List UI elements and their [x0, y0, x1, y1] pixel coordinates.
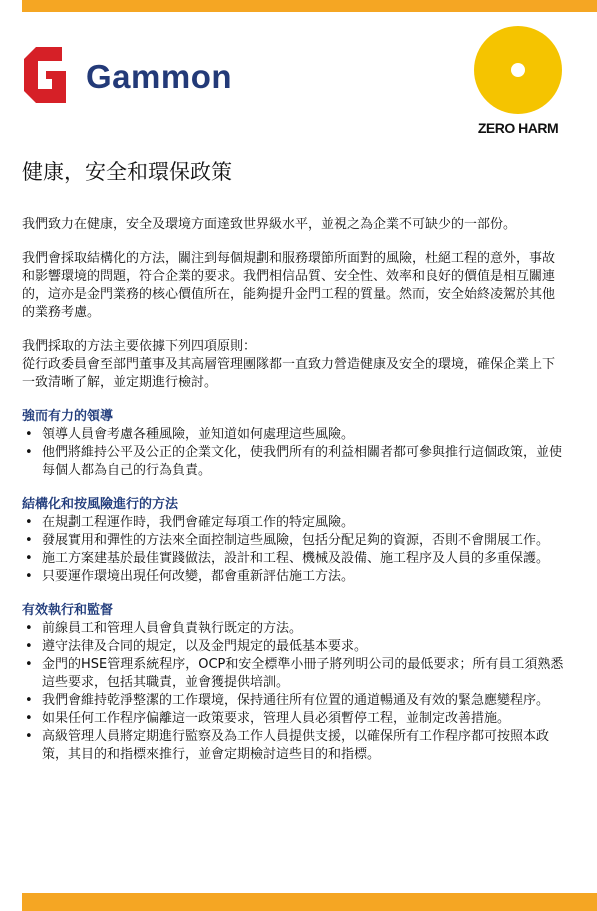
bullet-icon: • [25, 729, 33, 744]
brand-name: Gammon [86, 58, 233, 95]
page-title: 健康，安全和環保政策 [22, 160, 232, 184]
bullet-list [22, 426, 567, 480]
bottom-accent-bar [22, 893, 597, 911]
list-item: • 高級管理人員將定期進行監察及為工作人員提供支援，以確保所有工作程序都可按照本政策，其目的和指標來推行，並會定期檢討這些目的和指標。 [25, 729, 550, 762]
bullet-icon: • [25, 657, 33, 672]
section-risk-approach [22, 496, 567, 586]
section-heading: 強而有力的領導 [22, 409, 114, 424]
list-item: • 在規劃工程運作時，我們會確定每項工作的特定風險。 [25, 515, 355, 530]
section-heading: 結構化和按風險進行的方法 [22, 497, 179, 512]
bullet-list [22, 620, 567, 764]
bullet-icon: • [25, 711, 33, 726]
principles-text: 從行政委員會至部門董事及其高層管理團隊都一直致力營造健康及安全的環境，確保企業上下一致清晰了解，並定期進行檢討。 [22, 357, 556, 390]
zero-harm-dot [511, 63, 525, 77]
list-item: • 領導人員會考慮各種風險，並知道如何處理這些風險。 [25, 427, 355, 442]
bullet-icon: • [25, 445, 33, 460]
section-execution [22, 602, 567, 764]
bullet-icon: • [25, 533, 33, 548]
list-item: • 我們會維持乾淨整潔的工作環境，保持通往所有位置的通道暢通及有效的緊急應變程序。 [25, 693, 550, 708]
policy-body [22, 216, 567, 780]
bullet-icon: • [25, 639, 33, 654]
list-item: • 施工方案建基於最佳實踐做法，設計和工程、機械及設備、施工程序及人員的多重保護。 [25, 551, 550, 566]
principles-lead: 我們採取的方法主要依據下列四項原則： [22, 339, 257, 354]
section-leadership [22, 408, 567, 480]
top-accent-bar [22, 0, 597, 12]
bullet-list [22, 514, 567, 586]
zero-harm-label: ZERO HARM [477, 120, 559, 136]
bullet-icon: • [25, 693, 33, 708]
gammon-logo [22, 45, 252, 105]
section-heading: 有效執行和監督 [22, 603, 114, 618]
principles-paragraph [22, 338, 567, 392]
list-item: • 前線員工和管理人員會負責執行既定的方法。 [25, 621, 303, 636]
bullet-icon: • [25, 551, 33, 566]
bullet-icon: • [25, 569, 33, 584]
list-item: • 只要運作環境出現任何改變，都會重新評估施工方法。 [25, 569, 355, 584]
approach-paragraph: 我們會採取結構化的方法，關注到每個規劃和服務環節所面對的風險，杜絕工程的意外，事故和影響環境的問題，符合企業的要求。我們相信品質、安全性、效率和良好的價值是相互關連的，這亦是金門業務的核心價值所在，能夠提升金門工程的質量。然而，安全始終凌駕於其他的業務考慮。 [22, 251, 556, 320]
zero-harm-badge-icon [474, 26, 562, 114]
list-item: • 遵守法律及合同的規定，以及金門規定的最低基本要求。 [25, 639, 368, 654]
bullet-icon: • [25, 621, 33, 636]
list-item: • 金門的HSE管理系統程序，OCP和安全標準小冊子將列明公司的最低要求；所有員工須熟悉這些要求，包括其職責，並會獲提供培訓。 [25, 657, 564, 690]
list-item: • 發展實用和彈性的方法來全面控制這些風險，包括分配足夠的資源，否則不會開展工作。 [25, 533, 550, 548]
intro-paragraph: 我們致力在健康，安全及環境方面達致世界級水平，並視之為企業不可缺少的一部份。 [22, 217, 517, 232]
bullet-icon: • [25, 515, 33, 530]
list-item: • 他們將維持公平及公正的企業文化，使我們所有的利益相關者都可參與推行這個政策，並使每個人都為自己的行為負責。 [25, 445, 563, 478]
list-item: • 如果任何工作程序偏離這一政策要求，管理人員必須暫停工程，並制定改善措施。 [25, 711, 511, 726]
bullet-icon: • [25, 427, 33, 442]
gammon-mark-icon [22, 45, 78, 105]
